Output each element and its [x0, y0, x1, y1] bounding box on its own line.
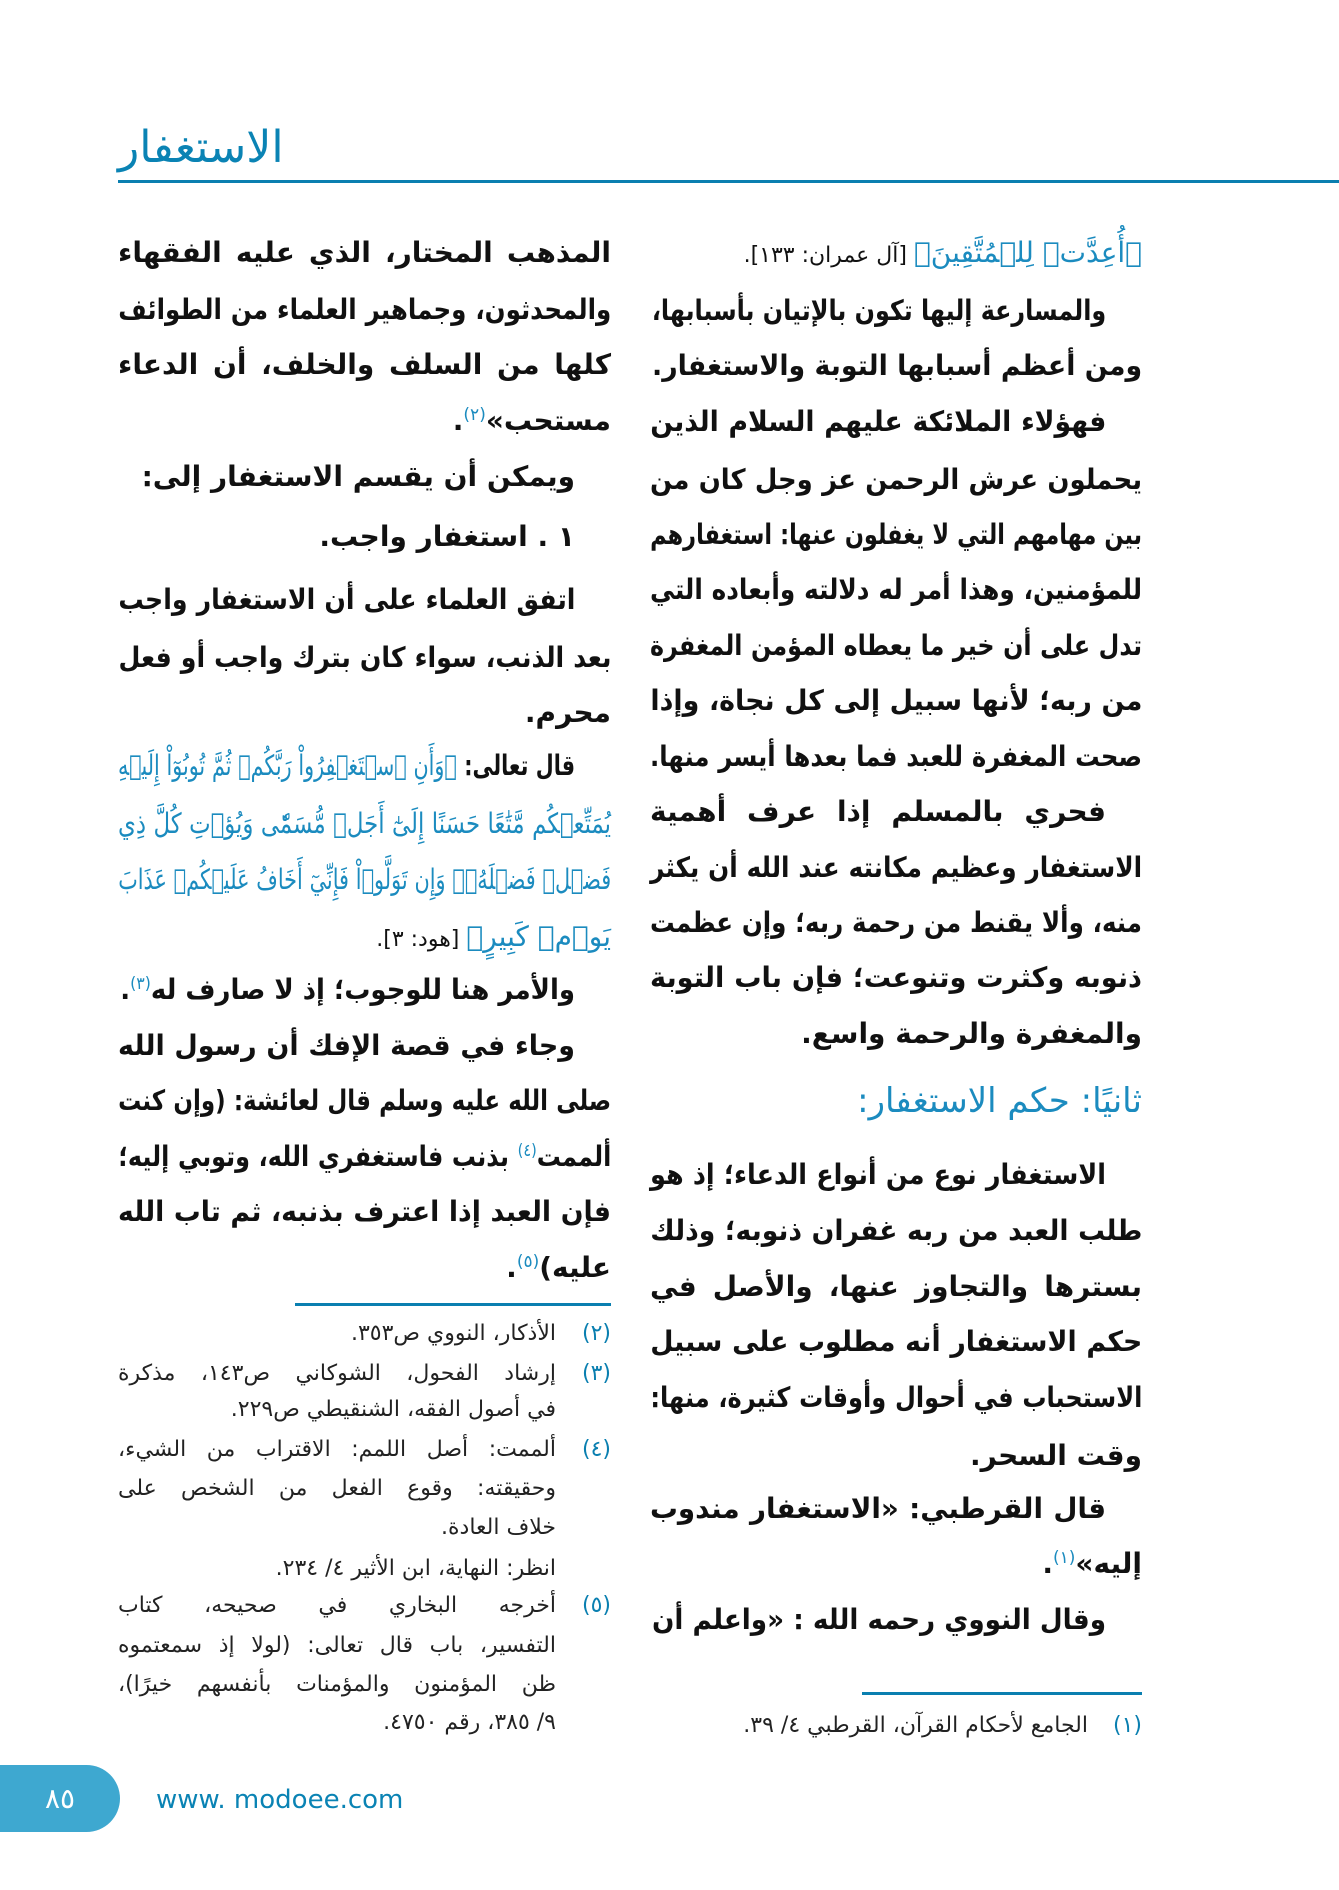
line-text: ويمكن أن يقسم الاستغفار إلى: — [141, 460, 575, 493]
footnote-marker[interactable]: (٢) — [463, 405, 486, 425]
line-text: ذنوبه وكثرت وتنوعت؛ فإن باب التوبة — [650, 961, 1142, 994]
header-divider — [118, 180, 1339, 183]
text-line — [650, 677, 1142, 725]
footnote-text: إرشاد الفحول، الشوكاني ص١٤٣، مذكرة — [118, 1361, 556, 1386]
quran-verse: يَوۡمٖ كَبِيرٍ﴾ — [466, 920, 611, 953]
line-text: قال القرطبي: «الاستغفار مندوب — [650, 1492, 1106, 1525]
footnote-number[interactable]: (٥) — [581, 1593, 611, 1618]
line-text: من ربه؛ لأنها سبيل إلى كل نجاة، وإذا — [650, 684, 1142, 717]
line-text: ألممت — [536, 1140, 611, 1173]
line-text: قال تعالى: — [456, 749, 576, 782]
line-text: للمؤمنين، وهذا أمر له دلالته وأبعاده التي — [650, 573, 1142, 606]
line-text: والمسارعة إليها تكون بالإتيان بأسبابها، — [651, 294, 1106, 327]
text-line — [118, 800, 611, 848]
footnote-number[interactable]: (٣) — [581, 1361, 611, 1386]
line-text: إليه» — [1075, 1547, 1142, 1580]
text-line — [118, 913, 611, 961]
footnote-number[interactable]: (١) — [1112, 1713, 1142, 1738]
website-url[interactable]: www. modoee.com — [156, 1785, 404, 1815]
line-text: يحملون عرش الرحمن عز وجل كان من — [650, 463, 1142, 496]
line-text: بسترها والتجاوز عنها، والأصل في — [650, 1270, 1142, 1303]
line-text-tail: . — [1042, 1547, 1053, 1580]
line-text: بعد الذنب، سواء كان بترك واجب أو فعل — [118, 641, 611, 674]
line-text: وقال النووي رحمه الله : «واعلم أن — [651, 1603, 1106, 1636]
line-text: عليه) — [539, 1251, 611, 1284]
line-text: منه، وألا يقنط من رحمة ربه؛ وإن عظمت — [650, 906, 1142, 939]
text-line — [118, 856, 611, 904]
line-text: وقت السحر. — [970, 1439, 1142, 1472]
text-line — [650, 1318, 1142, 1366]
text-line — [118, 397, 611, 445]
text-line — [650, 1485, 1106, 1533]
footnote-text: ظن المؤمنون والمؤمنات بأنفسهم خيرًا)، — [118, 1672, 556, 1697]
text-line — [118, 576, 575, 624]
footnote-text: انظر: النهاية، ابن الأثير ٤/ ٢٣٤. — [275, 1556, 556, 1581]
text-line — [118, 689, 611, 737]
footnote-marker[interactable]: (٥) — [516, 1252, 540, 1272]
footnote-text: التفسير، باب قال تعالى: (لولا إذ سمعتموه — [118, 1633, 556, 1658]
footnote-text: ٩/ ٣٨٥، رقم ٤٧٥٠. — [383, 1710, 556, 1735]
line-text: كلها من السلف والخلف، أن الدعاء — [118, 348, 611, 381]
text-line — [118, 341, 611, 389]
text-line — [650, 1596, 1106, 1644]
footnote-number[interactable]: (٢) — [581, 1321, 611, 1346]
text-line — [650, 1374, 1142, 1422]
line-text: الاستغفار نوع من أنواع الدعاء؛ إذ هو — [650, 1158, 1106, 1191]
text-line — [650, 899, 1142, 947]
text-line — [650, 1263, 1142, 1311]
verse-reference: [آل عمران: ١٣٣]. — [743, 243, 907, 268]
text-line — [650, 1207, 1142, 1255]
line-text-tail: . — [120, 973, 131, 1006]
line-text-tail: . — [506, 1251, 517, 1284]
section-heading — [650, 1077, 1142, 1125]
text-line — [650, 398, 1106, 446]
text-line — [650, 954, 1142, 1002]
line-text: اتفق العلماء على أن الاستغفار واجب — [118, 583, 575, 616]
line-text: الاستحباب في أحوال وأوقات كثيرة، منها: — [650, 1381, 1142, 1414]
text-line — [650, 1151, 1106, 1199]
text-line — [118, 1244, 611, 1292]
quran-verse: يُمَتِّعۡكُم مَّتَٰعًا حَسَنًا إِلَىٰٓ أَجَلٖ مُّسَمّٗى وَيُؤۡتِ كُلَّ ذِي — [118, 807, 611, 840]
text-line — [650, 788, 1106, 836]
line-text: صلى الله عليه وسلم قال لعائشة: (وإن كنت — [118, 1084, 611, 1117]
line-text: بين مهامهم التي لا يغفلون عنها: استغفارهم — [650, 518, 1142, 551]
line-text-tail: بذنب فاستغفري الله، وتوبي إليه؛ — [118, 1140, 518, 1173]
line-text: فهؤلاء الملائكة عليهم السلام الذين — [650, 405, 1106, 438]
footnote-text: الأذكار، النووي ص٣٥٣. — [350, 1321, 556, 1346]
text-line — [650, 229, 1142, 277]
footnote-divider-left — [295, 1303, 611, 1306]
footnote-text: الجامع لأحكام القرآن، القرطبي ٤/ ٣٩. — [743, 1713, 1088, 1738]
text-line — [650, 733, 1142, 781]
line-text: فإن العبد إذا اعترف بذنبه، ثم تاب الله — [118, 1195, 611, 1228]
footnote-text: أخرجه البخاري في صحيحه، كتاب — [118, 1593, 556, 1618]
line-text: طلب العبد من ربه غفران ذنوبه؛ وذلك — [650, 1214, 1142, 1247]
line-text: حكم الاستغفار أنه مطلوب على سبيل — [650, 1325, 1142, 1358]
text-line — [650, 342, 1142, 390]
text-line — [118, 742, 575, 790]
text-line — [650, 1010, 1142, 1058]
text-line — [118, 1022, 575, 1070]
verse-reference: [هود: ٣]. — [376, 927, 460, 952]
page-number-tab: ٨٥ — [0, 1765, 120, 1832]
line-text: والمحدثون، وجماهير العلماء من الطوائف — [118, 293, 611, 326]
footnote-text: وحقيقته: وقوع الفعل من الشخص على — [118, 1476, 556, 1501]
footnote-text: خلاف العادة. — [441, 1515, 556, 1540]
line-text: والأمر هنا للوجوب؛ إذ لا صارف له — [150, 973, 575, 1006]
text-line — [118, 286, 611, 334]
quran-verse: فَضۡلٖ فَضۡلَهُۥۖ وَإِن تَوَلَّوۡاْ فَإِنِّيٓ أَخَافُ عَلَيۡكُمۡ عَذَابَ — [118, 863, 611, 896]
line-text: الاستغفار وعظيم مكانته عند الله أن يكثر — [650, 851, 1142, 884]
text-line — [650, 511, 1142, 559]
text-line — [118, 634, 611, 682]
text-line — [118, 1077, 611, 1125]
section-heading-text: ثانيًا: حكم الاستغفار: — [857, 1081, 1142, 1121]
line-text: ١ . استغفار واجب. — [319, 520, 575, 553]
text-line — [650, 844, 1142, 892]
text-line — [118, 966, 575, 1014]
text-line — [650, 456, 1142, 504]
text-line — [118, 453, 575, 501]
footnote-marker[interactable]: (٤) — [517, 1141, 537, 1161]
text-line — [650, 566, 1142, 614]
line-text: مستحب» — [485, 404, 611, 437]
line-text: والمغفرة والرحمة واسع. — [801, 1017, 1142, 1050]
text-line — [118, 229, 611, 277]
line-text: محرم. — [524, 696, 611, 729]
quran-verse: ﴿وَأَنِ ٱسۡتَغۡفِرُواْ رَبَّكُمۡ ثُمَّ تُوبُوٓاْ إِلَيۡهِ — [118, 749, 457, 782]
footnote-text: في أصول الفقه، الشنقيطي ص٢٢٩. — [230, 1397, 556, 1422]
running-header-title: الاستغفار — [118, 122, 284, 173]
footnote-text: ألممت: أصل اللمم: الاقتراب من الشيء، — [118, 1437, 556, 1462]
text-line — [650, 622, 1142, 670]
footnote-divider-right — [862, 1692, 1142, 1695]
text-line — [118, 1133, 611, 1181]
text-line — [118, 513, 575, 561]
line-text: وجاء في قصة الإفك أن رسول الله — [118, 1029, 575, 1062]
text-line — [118, 1188, 611, 1236]
line-text: تدل على أن خير ما يعطاه المؤمن المغفرة — [650, 629, 1142, 662]
line-text: فحري بالمسلم إذا عرف أهمية — [650, 795, 1106, 828]
quran-verse: ﴿أُعِدَّتۡ لِلۡمُتَّقِينَ﴾ — [913, 236, 1142, 269]
text-line — [650, 1540, 1142, 1588]
footnote-number[interactable]: (٤) — [581, 1437, 611, 1462]
line-text-tail: . — [452, 404, 464, 437]
footnote-marker[interactable]: (٣) — [130, 974, 151, 994]
line-text: المذهب المختار، الذي عليه الفقهاء — [118, 236, 611, 269]
text-line — [650, 1432, 1142, 1480]
verse-spacer — [907, 243, 914, 268]
line-text: صحت المغفرة للعبد فما بعدها أيسر منها. — [650, 740, 1142, 773]
footnote-marker[interactable]: (١) — [1052, 1548, 1076, 1568]
text-line — [650, 287, 1106, 335]
line-text: ومن أعظم أسبابها التوبة والاستغفار. — [651, 349, 1142, 382]
